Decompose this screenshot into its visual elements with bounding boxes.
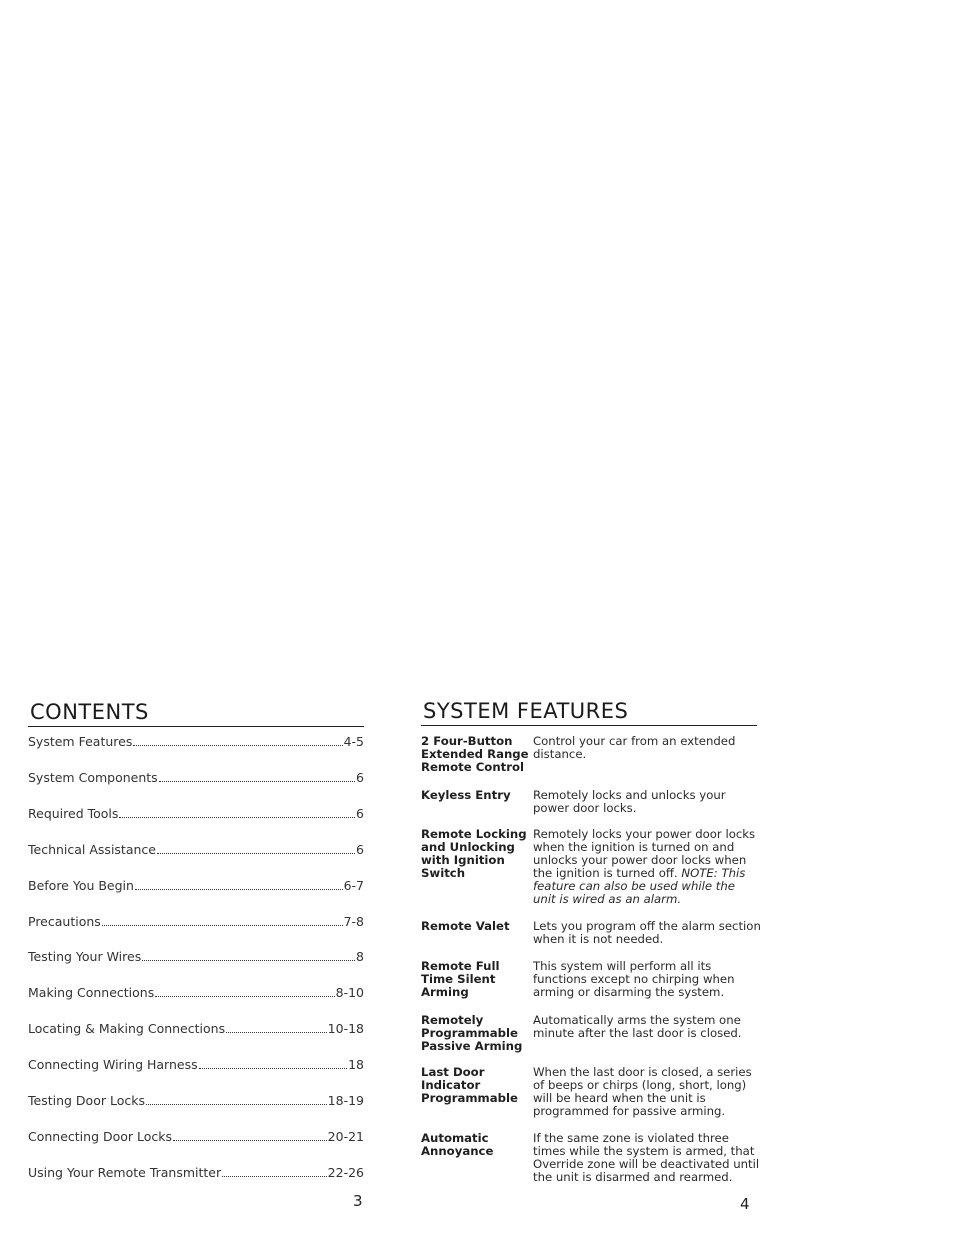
toc-entry-label: Using Your Remote Transmitter	[28, 1164, 222, 1180]
toc-entry-label: Locating & Making Connections	[28, 1021, 226, 1037]
toc-entry[interactable]	[28, 1021, 364, 1037]
toc-entry-page: 7-8	[343, 913, 364, 929]
toc-entry-page: 6	[356, 805, 364, 821]
toc-entry-label: Precautions	[28, 913, 101, 929]
toc-entry-label: System Features	[28, 734, 133, 749]
toc-entry-label: Before You Begin	[28, 877, 134, 893]
toc-entry[interactable]	[28, 770, 364, 786]
contents-divider	[28, 726, 364, 727]
toc-entry-label: Connecting Door Locks	[28, 1128, 173, 1144]
toc-entry-label: System Components	[28, 769, 158, 785]
toc-entry-page: 22-26	[327, 1164, 364, 1180]
feature-description-text: Lets you program off the alarm section when it is not needed.	[533, 919, 761, 946]
toc-entry[interactable]	[28, 1165, 364, 1181]
toc-leader-dots	[155, 987, 334, 997]
feature-title: Remote Full Time Silent Arming	[421, 959, 500, 999]
feature-title: Automatic Annoyance	[421, 1131, 494, 1158]
toc-entry[interactable]	[28, 806, 364, 822]
feature-title: Remote Valet	[421, 919, 510, 933]
toc-entry-label: Testing Door Locks	[28, 1093, 145, 1108]
toc-entry-page: 8-10	[335, 985, 364, 1001]
toc-leader-dots	[135, 880, 343, 890]
feature-description-text: Remotely locks your power door locks when the ignition is turned on and unlocks your power door locks when the ignition is turned off.	[533, 827, 756, 880]
system-features-heading: SYSTEM FEATURES	[423, 699, 629, 723]
toc-entry-label: Required Tools	[28, 805, 119, 821]
toc-entry[interactable]	[28, 1129, 364, 1145]
toc-entry-page: 18	[348, 1057, 364, 1073]
page-number-left: 3	[353, 1192, 363, 1210]
feature-description-text: Control your car from an extended distance.	[533, 734, 736, 761]
feature-note: NOTE: This feature can also be used while the unit is wired as an alarm.	[533, 866, 746, 906]
feature-description	[533, 920, 761, 946]
toc-entry[interactable]	[28, 949, 364, 965]
toc-entry-page: 20-21	[327, 1128, 364, 1144]
toc-entry-page: 8	[356, 949, 364, 965]
feature-description	[533, 828, 761, 906]
feature-description	[533, 1066, 761, 1118]
toc-entry-label: Technical Assistance	[28, 841, 156, 857]
toc-leader-dots	[199, 1059, 347, 1069]
toc-entry-label: Testing Your Wires	[28, 949, 142, 965]
feature-title: Last Door Indicator Programmable	[421, 1065, 518, 1105]
toc-entry-page: 18-19	[327, 1093, 364, 1108]
toc-entry-page: 6	[356, 769, 364, 785]
feature-description-text: If the same zone is violated three times while the system is armed, that Override zone will be deactivated until the unit is disarmed and rearmed.	[533, 1131, 760, 1184]
feature-description-text: Automatically arms the system one minute after the last door is closed.	[533, 1013, 742, 1040]
toc-entry-page: 10-18	[327, 1021, 364, 1037]
system-features-divider	[421, 725, 757, 726]
toc-entry-label: Making Connections	[28, 985, 155, 1001]
toc-leader-dots	[173, 1131, 327, 1141]
feature-title: Remote Locking and Unlocking with Ignition Switch	[421, 827, 527, 880]
toc-leader-dots	[119, 808, 355, 818]
feature-title: Keyless Entry	[421, 788, 511, 802]
feature-description-text: This system will perform all its functions except no chirping when arming or disarming the system.	[533, 959, 735, 999]
toc-entry[interactable]	[28, 1093, 364, 1109]
toc-entry-page: 4-5	[343, 734, 364, 749]
feature-title: 2 Four-Button Extended Range Remote Control	[421, 734, 529, 774]
toc-entry[interactable]	[28, 842, 364, 858]
toc-leader-dots	[102, 916, 343, 926]
toc-entry[interactable]	[28, 914, 364, 930]
toc-entry-page: 6	[356, 841, 364, 857]
page-number-right: 4	[740, 1195, 750, 1213]
feature-title: Remotely Programmable Passive Arming	[421, 1013, 523, 1053]
toc-entry[interactable]	[28, 878, 364, 894]
feature-description	[533, 960, 761, 999]
toc-entry-page: 6-7	[343, 877, 364, 893]
toc-entry-label: Connecting Wiring Harness	[28, 1057, 198, 1073]
toc-entry[interactable]	[28, 985, 364, 1001]
feature-description-text: When the last door is closed, a series of beeps or chirps (long, short, long) will be heard when the unit is programmed for passive arming.	[533, 1065, 752, 1118]
toc-leader-dots	[226, 1023, 327, 1033]
toc-leader-dots	[133, 736, 342, 746]
feature-description-text: Remotely locks and unlocks your power door locks.	[533, 788, 726, 815]
feature-description	[533, 1132, 761, 1184]
toc-leader-dots	[222, 1167, 327, 1177]
toc-leader-dots	[159, 772, 355, 782]
toc-entry[interactable]	[28, 734, 364, 750]
toc-leader-dots	[146, 1095, 327, 1105]
contents-heading: CONTENTS	[30, 700, 149, 724]
feature-description	[533, 735, 761, 761]
feature-description	[533, 789, 761, 815]
toc-leader-dots	[157, 844, 355, 854]
toc-leader-dots	[142, 951, 355, 961]
feature-description	[533, 1014, 761, 1040]
toc-entry[interactable]	[28, 1057, 364, 1073]
